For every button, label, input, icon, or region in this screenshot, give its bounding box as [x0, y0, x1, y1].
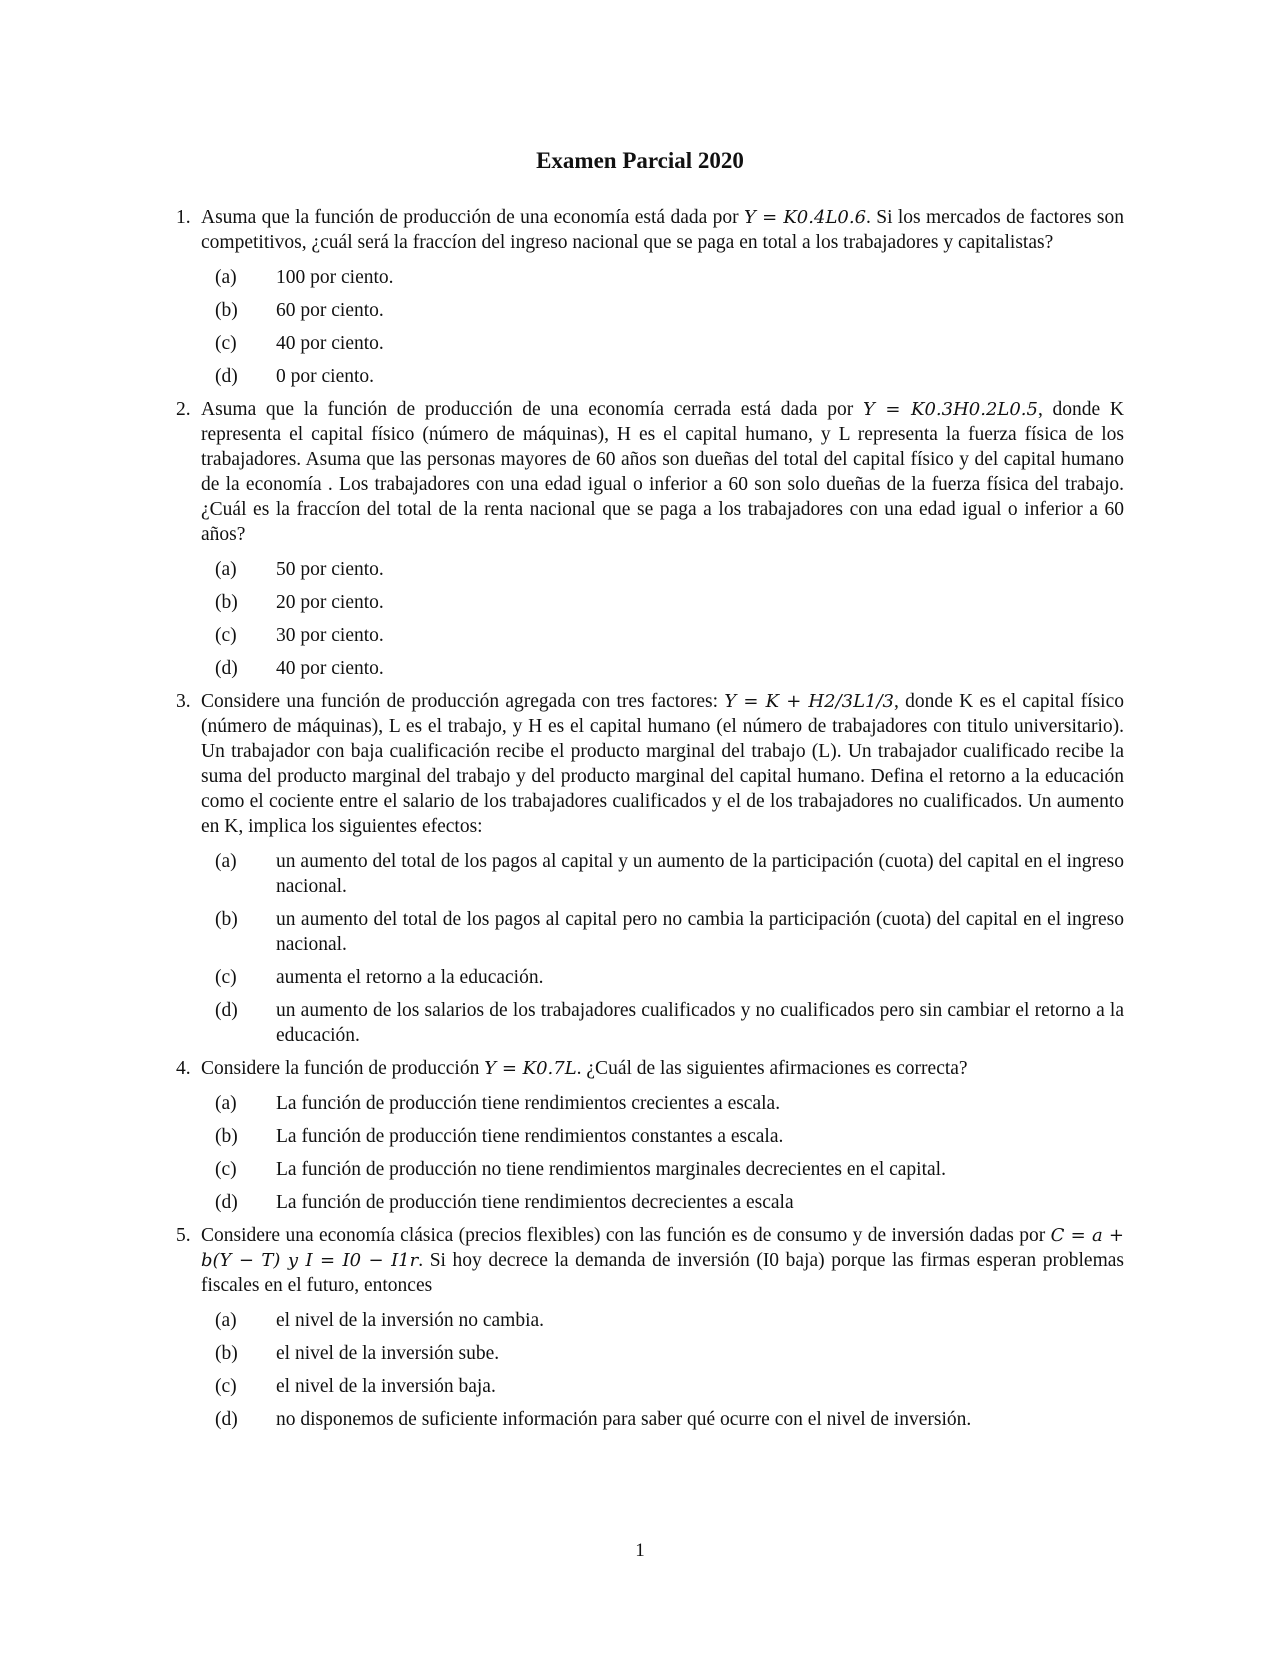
option-list — [201, 557, 1124, 681]
option-letter: (a) — [215, 559, 237, 580]
option-letter: (b) — [215, 592, 238, 613]
option-a — [201, 1091, 1124, 1116]
option-b — [201, 907, 1124, 957]
question-text-part: . ¿Cuál de las siguientes afirmaciones es correcta? — [576, 1058, 968, 1079]
option-list — [201, 1091, 1124, 1215]
option-text: el nivel de la inversión no cambia. — [276, 1310, 545, 1331]
option-letter: (a) — [215, 851, 237, 872]
question-4 — [176, 1056, 1124, 1215]
option-text: 0 por ciento. — [276, 366, 375, 387]
option-c — [201, 965, 1124, 990]
option-b — [201, 590, 1124, 615]
option-letter: (d) — [215, 658, 238, 679]
option-text: 20 por ciento. — [276, 592, 384, 613]
question-text — [201, 1056, 1124, 1081]
option-text: 50 por ciento. — [276, 559, 384, 580]
option-text: el nivel de la inversión baja. — [276, 1376, 496, 1397]
option-d — [201, 656, 1124, 681]
option-text: aumenta el retorno a la educación. — [276, 967, 544, 988]
option-letter: (d) — [215, 1192, 238, 1213]
formula: Y = K0.3H0.2L0.5 — [862, 399, 1038, 420]
option-letter: (d) — [215, 1409, 238, 1430]
formula: Y = K0.7L — [484, 1058, 577, 1079]
option-c — [201, 623, 1124, 648]
question-number: 2. — [176, 399, 191, 420]
option-text: La función de producción no tiene rendimientos marginales decrecientes en el capital. — [276, 1159, 946, 1180]
question-text-part: Asuma que la función de producción de una economía cerrada está dada por — [201, 399, 863, 420]
question-text-part: , donde K representa el capital físico (número de máquinas), H es el capital humano, y L representa la fuerza física de los trabajadores. Asuma que las personas mayores de 60 años son dueñas del total del capital físico y del capital humano de la economía . Los trabajadores con una edad igual o inferior a 60 son solo dueñas de la fuerza física del trabajo. ¿Cuál es la fraccíon del total de la renta nacional que se paga a los trabajadores con una edad igual o inferior a 60 años? — [201, 399, 1124, 545]
option-text: La función de producción tiene rendimientos decrecientes a escala — [276, 1192, 794, 1213]
option-text: 60 por ciento. — [276, 300, 384, 321]
option-c — [201, 1374, 1124, 1399]
option-letter: (c) — [215, 333, 237, 354]
option-b — [201, 1341, 1124, 1366]
option-text: 30 por ciento. — [276, 625, 384, 646]
option-b — [201, 1124, 1124, 1149]
question-1 — [176, 205, 1124, 389]
option-letter: (c) — [215, 625, 237, 646]
question-text-part: Considere una economía clásica (precios flexibles) con las función es de consumo y de inversión dadas por — [201, 1225, 1051, 1246]
question-text-part: Considere la función de producción — [201, 1058, 485, 1079]
option-text: 40 por ciento. — [276, 333, 384, 354]
question-text — [201, 397, 1124, 547]
option-letter: (d) — [215, 366, 238, 387]
option-c — [201, 1157, 1124, 1182]
question-text-part: Asuma que la función de producción de una economía está dada por — [201, 207, 744, 228]
option-a — [201, 849, 1124, 899]
question-2 — [176, 397, 1124, 681]
option-letter: (a) — [215, 1310, 237, 1331]
question-number: 3. — [176, 691, 191, 712]
option-letter: (b) — [215, 1126, 238, 1147]
question-3 — [176, 689, 1124, 1048]
option-c — [201, 331, 1124, 356]
option-d — [201, 1407, 1124, 1432]
option-letter: (c) — [215, 967, 237, 988]
option-d — [201, 364, 1124, 389]
option-text: La función de producción tiene rendimientos constantes a escala. — [276, 1126, 784, 1147]
option-letter: (b) — [215, 300, 238, 321]
option-letter: (b) — [215, 1343, 238, 1364]
option-letter: (c) — [215, 1159, 237, 1180]
option-letter: (a) — [215, 1093, 237, 1114]
option-letter: (a) — [215, 267, 237, 288]
option-text: 40 por ciento. — [276, 658, 384, 679]
option-list — [201, 1308, 1124, 1432]
option-text: un aumento de los salarios de los trabajadores cualificados y no cualificados pero sin cambiar el retorno a la educación. — [276, 1000, 1124, 1046]
page-title: Examen Parcial 2020 — [536, 148, 744, 173]
option-list — [201, 849, 1124, 1048]
option-a — [201, 1308, 1124, 1333]
formula: Y = K + H2/3L1/3 — [724, 691, 895, 712]
question-text-part: . Si los mercados de factores son competitivos, ¿cuál será la fraccíon del ingreso nacional que se paga en total a los trabajadores y capitalistas? — [201, 207, 1125, 253]
option-letter: (c) — [215, 1376, 237, 1397]
option-d — [201, 1190, 1124, 1215]
question-text-part: . Si hoy decrece la demanda de inversión (I0 baja) porque las firmas esperan problemas fiscales en el futuro, entonces — [201, 1250, 1124, 1296]
page-number: 1 — [635, 1540, 645, 1561]
question-text — [201, 689, 1124, 839]
option-letter: (b) — [215, 909, 238, 930]
option-text: 100 por ciento. — [276, 267, 394, 288]
option-text: un aumento del total de los pagos al capital y un aumento de la participación (cuota) del capital en el ingreso nacional. — [276, 851, 1124, 897]
question-number: 1. — [176, 207, 191, 228]
question-number: 4. — [176, 1058, 191, 1079]
option-a — [201, 265, 1124, 290]
option-b — [201, 298, 1124, 323]
option-list — [201, 265, 1124, 389]
question-list — [176, 205, 1124, 1440]
option-d — [201, 998, 1124, 1048]
question-text-part: , donde K es el capital físico (número de máquinas), L es el trabajo, y H es el capital humano (el número de trabajadores con titulo universitario). Un trabajador con baja cualificación recibe el producto marginal del trabajo (L). Un trabajador cualificado recibe la suma del producto marginal del trabajo y del producto marginal del capital humano. Defina el retorno a la educación como el cociente entre el salario de los trabajadores cualificados y el de los trabajadores no cualificados. Un aumento en K, implica los siguientes efectos: — [201, 691, 1124, 837]
question-5 — [176, 1223, 1124, 1432]
formula: C = a + b(Y − T) y I = I0 − I1r — [201, 1225, 1124, 1271]
option-text: La función de producción tiene rendimientos crecientes a escala. — [276, 1093, 781, 1114]
question-number: 5. — [176, 1225, 191, 1246]
option-a — [201, 557, 1124, 582]
option-text: un aumento del total de los pagos al capital pero no cambia la participación (cuota) del capital en el ingreso nacional. — [276, 909, 1124, 955]
question-text-part: Considere una función de producción agregada con tres factores: — [201, 691, 725, 712]
option-letter: (d) — [215, 1000, 238, 1021]
option-text: el nivel de la inversión sube. — [276, 1343, 500, 1364]
question-text — [201, 205, 1124, 255]
option-text: no disponemos de suficiente información para saber qué ocurre con el nivel de inversión. — [276, 1409, 972, 1430]
question-text — [201, 1223, 1124, 1298]
formula: Y = K0.4L0.6 — [743, 207, 867, 228]
